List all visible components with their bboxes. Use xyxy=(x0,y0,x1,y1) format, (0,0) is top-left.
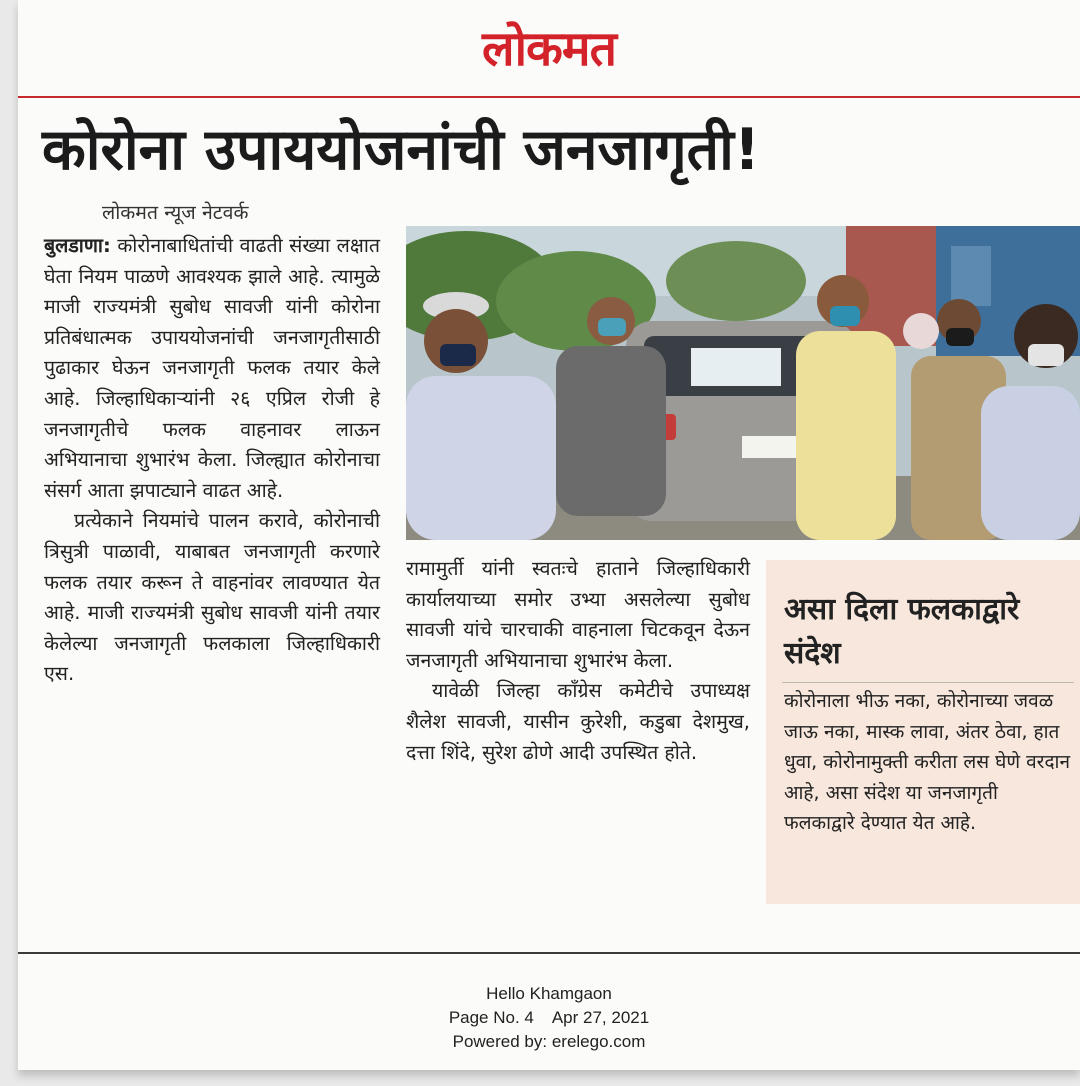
sidebar-body: कोरोनाला भीऊ नका, कोरोनाच्या जवळ जाऊ नका, मास्क लावा, अंतर ठेवा, हात धुवा, कोरोनामुक्ती करीता लस घेणे वरदान आहे, असा संदेश या जनजागृती फलकाद्वारे देण्यात येत आहे. xyxy=(784,690,1070,834)
masthead-logo: लोकमत xyxy=(482,21,616,77)
article-dateline: बुलडाणा: xyxy=(44,234,111,257)
article-paragraph-3: रामामुर्ती यांनी स्वतःचे हाताने जिल्हाधिकारी कार्यालयाच्या समोर उभ्या असलेल्या सुबोध सावजी यांचे चारचाकी वाहनाला चिटकवून देऊन जनजागृती अभियानाचा शुभारंभ केला. xyxy=(406,557,750,672)
article-column-1 xyxy=(44,231,380,911)
sidebar-box xyxy=(766,560,1080,904)
article-paragraph-1 xyxy=(44,231,380,506)
article-paragraph-2: प्रत्येकाने नियमांचे पालन करावे, कोरोनाची त्रिसुत्री पाळावी, याबाबत जनजागृती करणारे फलक तयार करून ते वाहनांवर लावण्यात येत आहे. माजी राज्यमंत्री सुबोध सावजी यांनी तयार केलेल्या जनजागृती फलकाला जिल्हाधिकारी एस. xyxy=(44,509,380,686)
footer-divider xyxy=(18,952,1080,954)
article-paragraph-4: यावेळी जिल्हा कॉंग्रेस कमेटीचे उपाध्यक्ष शैलेश सावजी, यासीन कुरेशी, कडुबा देशमुख, दत्ता शिंदे, सुरेश ढोणे आदी उपस्थित होते. xyxy=(406,679,750,764)
sidebar-divider xyxy=(782,682,1074,683)
newspaper-clipping xyxy=(18,0,1080,1070)
photo-illustration xyxy=(406,226,1080,540)
article-byline: लोकमत न्यूज नेटवर्क xyxy=(102,201,249,224)
sidebar-title: असा दिला फलकाद्वारे संदेश xyxy=(784,592,1020,671)
article-headline: कोरोना उपाययोजनांची जनजागृती! xyxy=(42,117,760,183)
footer-powered-by: Powered by: erelego.com xyxy=(452,1032,646,1051)
article-column-2 xyxy=(406,554,750,904)
footer-publication: Hello Khamgaon xyxy=(486,984,612,1003)
footer-page-info: Page No. 4 Apr 27, 2021 xyxy=(448,1008,650,1027)
article-photo xyxy=(406,226,1080,540)
page-footer xyxy=(18,982,1080,1054)
masthead-rule xyxy=(18,96,1080,98)
article-paragraph-1-text: कोरोनाबाधितांची वाढती संख्या लक्षात घेता नियम पाळणे आवश्यक झाले आहे. त्यामुळे माजी राज्यमंत्री सुबोध सावजी यांनी कोरोना प्रतिबंधात्मक उपाययोजनांची जनजागृतीसाठी पुढाकार घेऊन जनजागृती फलक तयार केले आहे. जिल्हाधिकाऱ्यांनी २६ एप्रिल रोजी हे जनजागृतीचे फलक वाहनावर लाऊन अभियानाचा शुभारंभ केला. जिल्ह्यात कोरोनाचा संसर्ग आता झपाट्याने वाढत आहे. xyxy=(44,234,381,502)
